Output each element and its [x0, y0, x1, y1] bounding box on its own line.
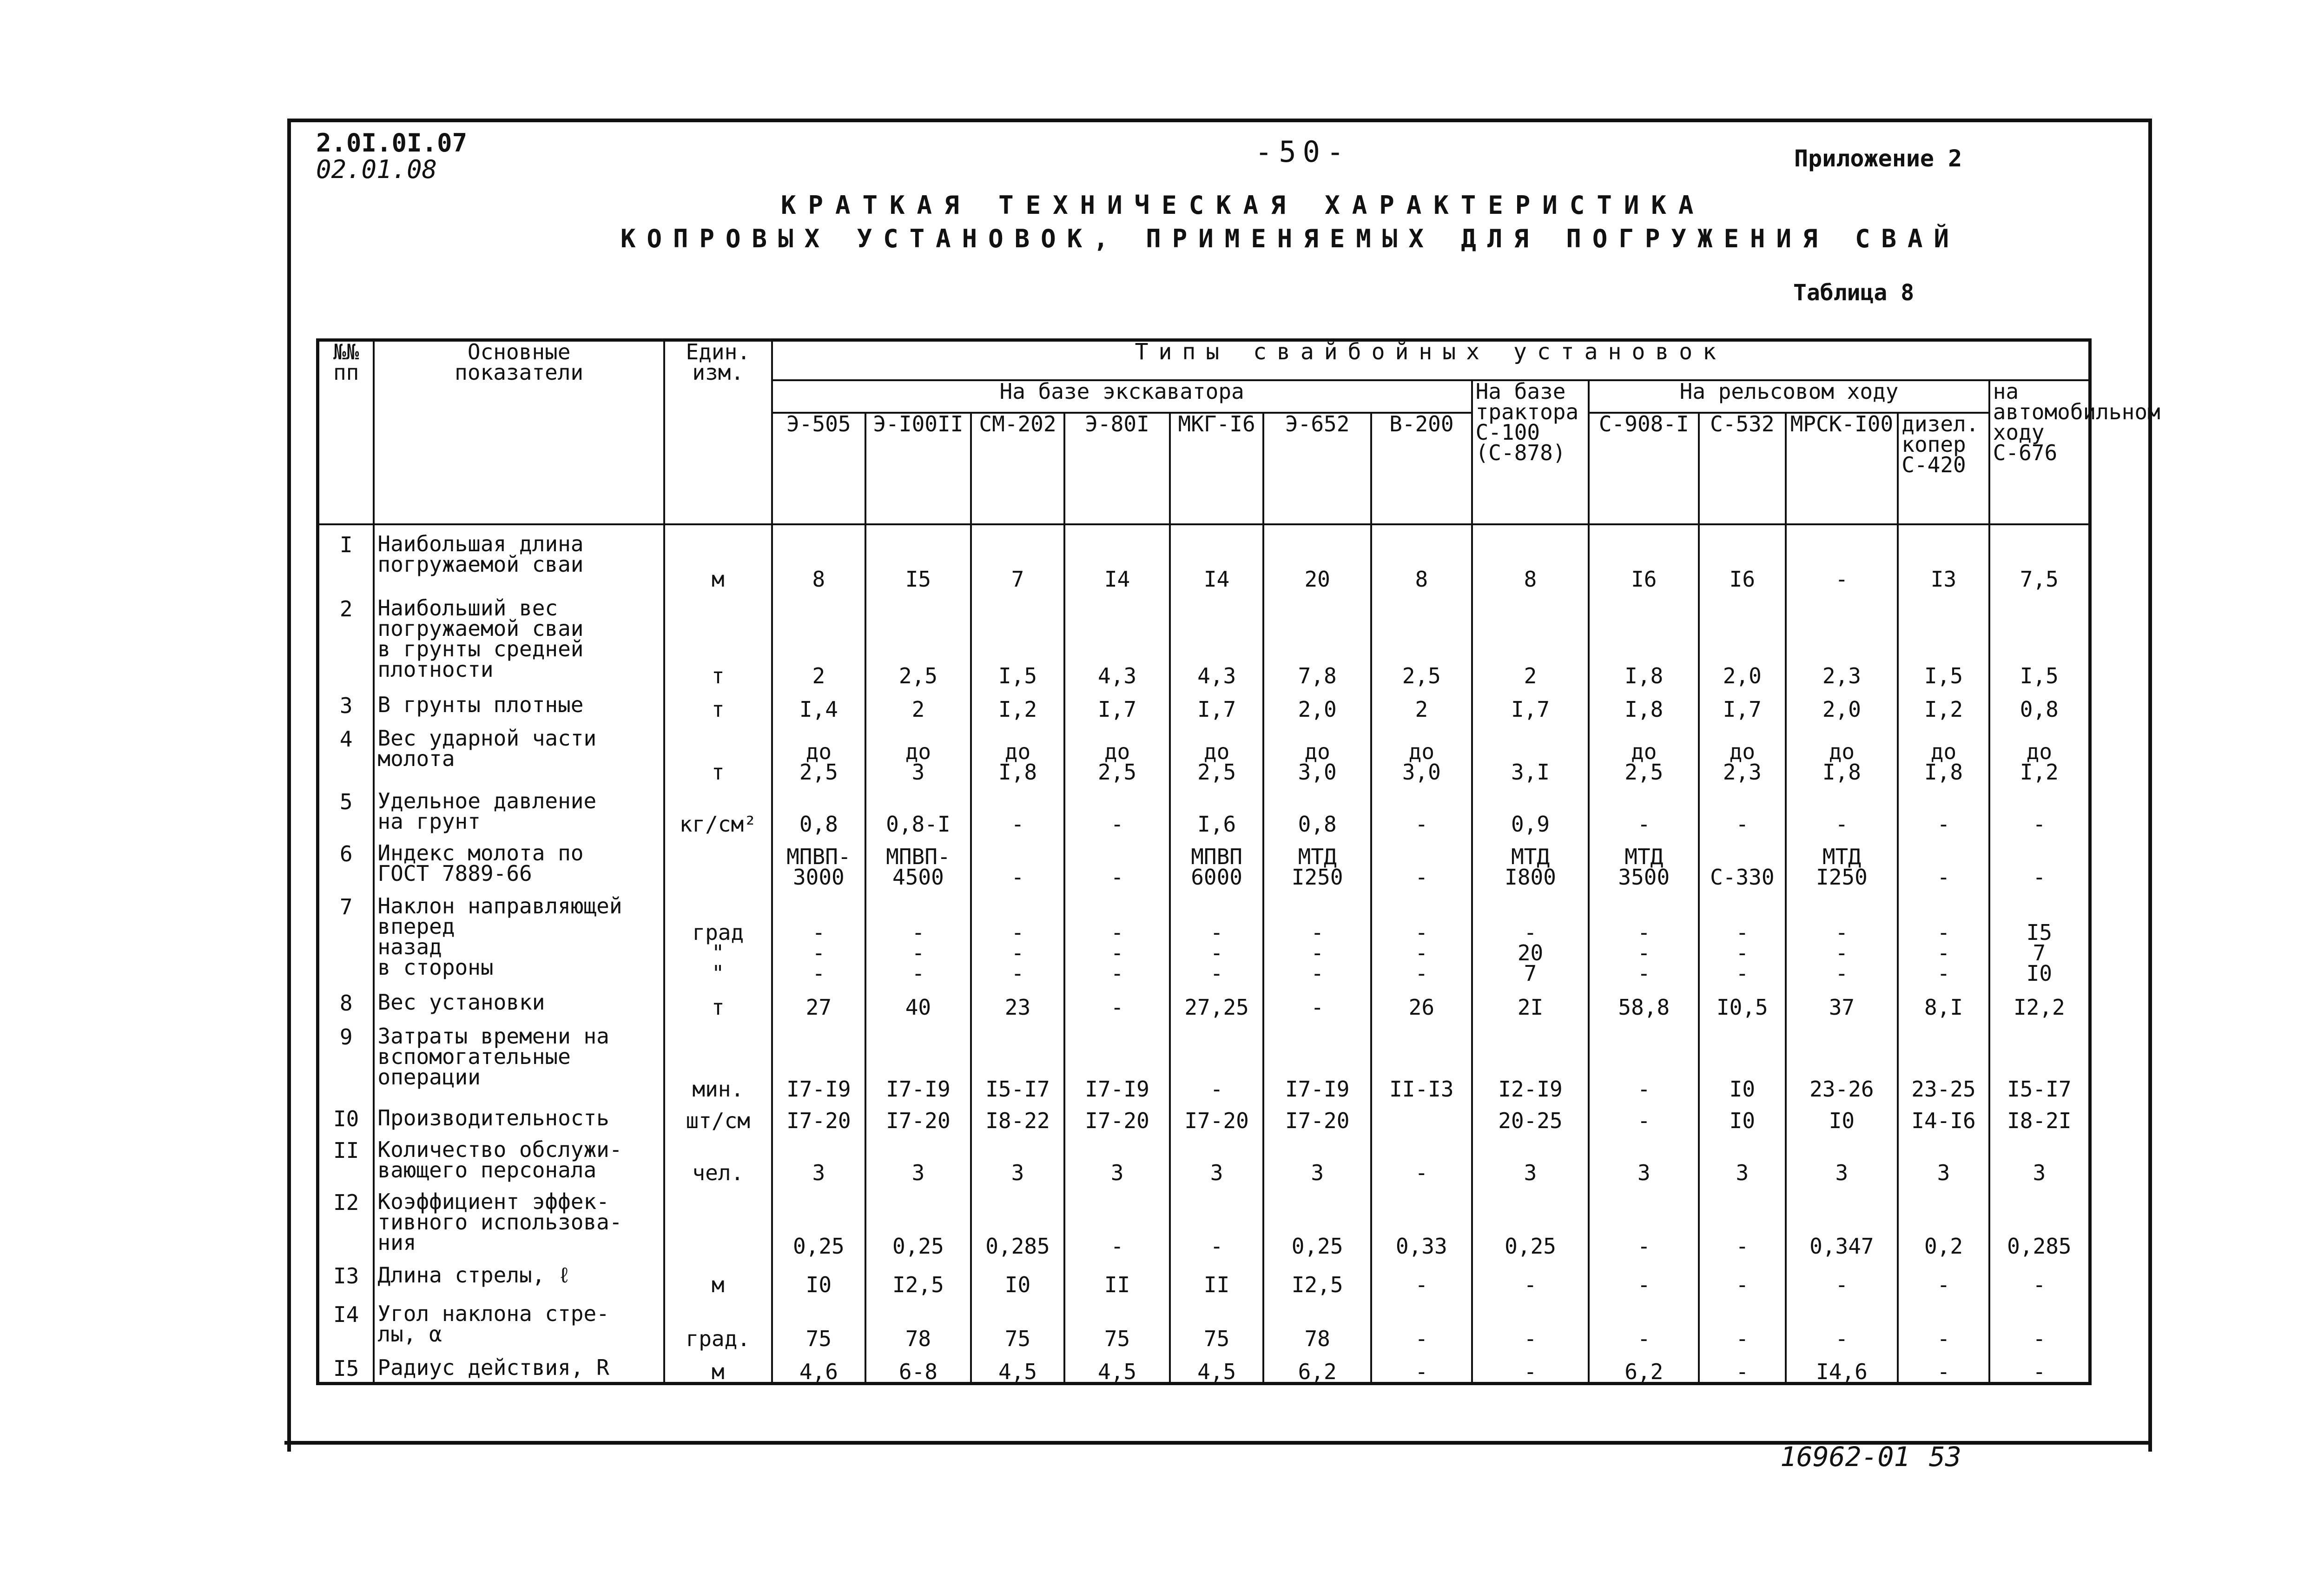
value-cell: до 3,0 [1263, 720, 1371, 782]
value-cell: 58,8 [1589, 984, 1699, 1017]
value-cell: - [1786, 782, 1898, 834]
value-cell: - [1898, 782, 1989, 834]
value-cell: - [1589, 1099, 1699, 1131]
row-number: I [318, 524, 374, 590]
value-cell: 23-26 [1786, 1017, 1898, 1099]
value-cell: 78 [1263, 1295, 1371, 1349]
value-cell: до 2,5 [772, 720, 865, 782]
row-unit: т [664, 984, 772, 1017]
value-cell: I,5 [1989, 589, 2090, 686]
value-cell: - 20 7 [1472, 887, 1589, 984]
value-cell: 75 [1170, 1295, 1263, 1349]
row-number: 4 [318, 720, 374, 782]
row-parameter: Количество обслужи- вающего персонала [374, 1131, 664, 1183]
value-cell: I7-20 [1064, 1099, 1170, 1131]
row-parameter: Длина стрелы, ℓ [374, 1256, 664, 1295]
value-cell: - [1064, 984, 1170, 1017]
value-cell: - [1472, 1256, 1589, 1295]
value-cell: I7-I9 [1064, 1017, 1170, 1099]
value-cell: до 2,5 [1589, 720, 1699, 782]
value-cell: I,5 [971, 589, 1064, 686]
value-cell: до 3 [865, 720, 971, 782]
value-cell: 4,6 [772, 1349, 865, 1384]
row-number: 5 [318, 782, 374, 834]
value-cell: 3 [772, 1131, 865, 1183]
value-cell: - [1371, 782, 1472, 834]
value-cell: МТД I250 [1263, 834, 1371, 887]
row-number: I4 [318, 1295, 374, 1349]
value-cell: I7-20 [1170, 1099, 1263, 1131]
header-types: Типы свайбойных установок [772, 340, 2090, 380]
table-row [318, 887, 2090, 984]
value-cell: МТД 3500 [1589, 834, 1699, 887]
row-number: 9 [318, 1017, 374, 1099]
value-cell: - - - [1371, 887, 1472, 984]
table-label: Таблица 8 [1793, 280, 1915, 306]
value-cell: 2 [1472, 589, 1589, 686]
row-parameter: Индекс молота по ГОСТ 7889-66 [374, 834, 664, 887]
table-row [318, 1349, 2090, 1384]
footer-code: 16962-01 [1780, 1441, 1910, 1473]
value-cell: I3 [1898, 524, 1989, 590]
value-cell: - [1898, 1256, 1989, 1295]
value-cell: - - - [1898, 887, 1989, 984]
value-cell: - - - [1589, 887, 1699, 984]
value-cell: I7-I9 [772, 1017, 865, 1099]
specifications-table [316, 338, 2160, 1385]
table-row [318, 686, 2090, 720]
document-code-line-2: 02.01.08 [316, 154, 437, 184]
value-cell: 0,25 [1263, 1183, 1371, 1256]
value-cell: - [1699, 1349, 1785, 1384]
value-cell: I,7 [1170, 686, 1263, 720]
value-cell: I0 [1699, 1017, 1785, 1099]
value-cell: - - - [971, 887, 1064, 984]
value-cell: 0,25 [772, 1183, 865, 1256]
value-cell: 26 [1371, 984, 1472, 1017]
value-cell: I5 [865, 524, 971, 590]
value-cell: I2,5 [1263, 1256, 1371, 1295]
value-cell: I2,2 [1989, 984, 2090, 1017]
value-cell: 8 [1371, 524, 1472, 590]
column-header: МКГ-I6 [1170, 413, 1263, 524]
value-cell: 2,0 [1786, 686, 1898, 720]
value-cell: - - - [1786, 887, 1898, 984]
header-unit: Един. изм. [664, 340, 772, 524]
value-cell: - [1699, 1295, 1785, 1349]
value-cell: I8-22 [971, 1099, 1064, 1131]
table-row [318, 1131, 2090, 1183]
value-cell: I4,6 [1786, 1349, 1898, 1384]
appendix-label: Приложение 2 [1794, 145, 1962, 172]
value-cell: до 2,5 [1064, 720, 1170, 782]
value-cell: 3 [1898, 1131, 1989, 1183]
value-cell: МТД I800 [1472, 834, 1589, 887]
value-cell: - - - [772, 887, 865, 984]
value-cell: I5-I7 [1989, 1017, 2090, 1099]
value-cell: I,5 [1898, 589, 1989, 686]
value-cell: 37 [1786, 984, 1898, 1017]
value-cell: 40 [865, 984, 971, 1017]
value-cell: I,7 [1699, 686, 1785, 720]
value-cell: 0,285 [1989, 1183, 2090, 1256]
value-cell: 75 [971, 1295, 1064, 1349]
value-cell: I0,5 [1699, 984, 1785, 1017]
value-cell: I7-20 [865, 1099, 971, 1131]
value-cell: 20-25 [1472, 1099, 1589, 1131]
header-group-tractor: На базе трактора С-100 (С-878) [1472, 380, 1589, 524]
value-cell: до I,8 [971, 720, 1064, 782]
value-cell: - [1170, 1017, 1263, 1099]
value-cell: 0,285 [971, 1183, 1064, 1256]
table-row [318, 782, 2090, 834]
value-cell: - [1589, 1256, 1699, 1295]
value-cell: - [1371, 1256, 1472, 1295]
value-cell: 3 [1064, 1131, 1170, 1183]
value-cell: МПВП- 3000 [772, 834, 865, 887]
row-parameter: Производительность [374, 1099, 664, 1131]
value-cell: II [1170, 1256, 1263, 1295]
value-cell: 3 [1786, 1131, 1898, 1183]
value-cell: 0,33 [1371, 1183, 1472, 1256]
value-cell: - [1064, 782, 1170, 834]
value-cell: до I,2 [1989, 720, 2090, 782]
row-unit [664, 834, 772, 887]
value-cell: 23 [971, 984, 1064, 1017]
value-cell: 8,I [1898, 984, 1989, 1017]
value-cell: I4-I6 [1898, 1099, 1989, 1131]
value-cell: 8 [1472, 524, 1589, 590]
value-cell: - [1989, 834, 2090, 887]
title-line-1: КРАТКАЯ ТЕХНИЧЕСКАЯ ХАРАКТЕРИСТИКА [781, 191, 1706, 220]
value-cell: 0,25 [865, 1183, 971, 1256]
value-cell: - [1263, 984, 1371, 1017]
row-parameter: Коэффициент эффек- тивного использова- ния [374, 1183, 664, 1256]
value-cell: II [1064, 1256, 1170, 1295]
row-number: I5 [318, 1349, 374, 1384]
value-cell: 0,8 [1263, 782, 1371, 834]
row-number: I3 [318, 1256, 374, 1295]
value-cell: - [1699, 782, 1785, 834]
row-unit: мин. [664, 1017, 772, 1099]
row-parameter: Наибольшая длина погружаемой сваи [374, 524, 664, 590]
value-cell: I5-I7 [971, 1017, 1064, 1099]
value-cell: - - - [1699, 887, 1785, 984]
value-cell: 4,3 [1170, 589, 1263, 686]
title-line-2: КОПРОВЫХ УСТАНОВОК, ПРИМЕНЯЕМЫХ ДЛЯ ПОГРУЖЕНИЯ СВАЙ [621, 224, 1961, 253]
row-unit: чел. [664, 1131, 772, 1183]
row-unit: шт/см [664, 1099, 772, 1131]
table-row [318, 720, 2090, 782]
column-header: СМ-202 [971, 413, 1064, 524]
value-cell: - [1589, 1295, 1699, 1349]
header-group-auto: на автомобильном ходу С-676 [1989, 380, 2090, 524]
value-cell: - [1064, 834, 1170, 887]
value-cell: 0,8 [772, 782, 865, 834]
header-group-excavator: На базе экскаватора [772, 380, 1472, 413]
value-cell: I7-I9 [1263, 1017, 1371, 1099]
value-cell: 6,2 [1589, 1349, 1699, 1384]
row-number: I2 [318, 1183, 374, 1256]
value-cell: - [1989, 1256, 2090, 1295]
value-cell: I0 [971, 1256, 1064, 1295]
value-cell: до I,8 [1786, 720, 1898, 782]
value-cell: I,2 [1898, 686, 1989, 720]
row-parameter: Наибольший вес погружаемой сваи в грунты средней плотности [374, 589, 664, 686]
value-cell: - - - [1170, 887, 1263, 984]
value-cell: 3 [1699, 1131, 1785, 1183]
document-code-line-1: 2.0I.0I.07 [316, 128, 468, 158]
row-unit: м [664, 1256, 772, 1295]
value-cell: 0,8 [1989, 686, 2090, 720]
table-row [318, 834, 2090, 887]
row-unit: кг/см² [664, 782, 772, 834]
row-unit: м [664, 524, 772, 590]
value-cell: I5 7 I0 [1989, 887, 2090, 984]
table-row [318, 1295, 2090, 1349]
value-cell: - [1589, 1017, 1699, 1099]
value-cell: I,8 [1589, 589, 1699, 686]
value-cell: 27 [772, 984, 865, 1017]
value-cell: 6-8 [865, 1349, 971, 1384]
value-cell: I,7 [1472, 686, 1589, 720]
value-cell: - [1786, 1256, 1898, 1295]
table-row [318, 984, 2090, 1017]
table-row [318, 1099, 2090, 1131]
row-unit: град. [664, 1295, 772, 1349]
value-cell: до 2,5 [1170, 720, 1263, 782]
column-header: В-200 [1371, 413, 1472, 524]
footer-page-number: 53 [1929, 1441, 1961, 1473]
value-cell: - [971, 782, 1064, 834]
value-cell: 7,8 [1263, 589, 1371, 686]
value-cell: до 2,3 [1699, 720, 1785, 782]
row-parameter: Затраты времени на вспомогательные операции [374, 1017, 664, 1099]
value-cell: - [1786, 524, 1898, 590]
value-cell: 2 [865, 686, 971, 720]
page-number: -50- [1255, 135, 1351, 169]
value-cell: - [1472, 1295, 1589, 1349]
value-cell: 27,25 [1170, 984, 1263, 1017]
value-cell: I7-I9 [865, 1017, 971, 1099]
row-parameter: Удельное давление на грунт [374, 782, 664, 834]
column-header: Э-80I [1064, 413, 1170, 524]
row-parameter: Вес установки [374, 984, 664, 1017]
value-cell: 6,2 [1263, 1349, 1371, 1384]
value-cell: - [1989, 782, 2090, 834]
value-cell: 0,25 [1472, 1183, 1589, 1256]
table-header [318, 339, 2160, 524]
row-number: 6 [318, 834, 374, 887]
value-cell: 3 [1170, 1131, 1263, 1183]
row-unit: т [664, 589, 772, 686]
value-cell: 4,5 [1064, 1349, 1170, 1384]
row-unit: град " " [664, 887, 772, 984]
value-cell: 2,5 [1371, 589, 1472, 686]
value-cell: 2,3 [1786, 589, 1898, 686]
value-cell: I2-I9 [1472, 1017, 1589, 1099]
value-cell: 4,5 [971, 1349, 1064, 1384]
table-body [318, 524, 2090, 1384]
value-cell: I6 [1589, 524, 1699, 590]
value-cell: 2I [1472, 984, 1589, 1017]
value-cell: I4 [1170, 524, 1263, 590]
value-cell: 4,5 [1170, 1349, 1263, 1384]
value-cell: 3 [1989, 1131, 2090, 1183]
value-cell: 20 [1263, 524, 1371, 590]
value-cell: 2,0 [1263, 686, 1371, 720]
row-unit: т [664, 720, 772, 782]
value-cell: 75 [772, 1295, 865, 1349]
value-cell: - [1989, 1349, 2090, 1384]
value-cell: МПВП 6000 [1170, 834, 1263, 887]
value-cell: - [1898, 1349, 1989, 1384]
value-cell: - [1472, 1349, 1589, 1384]
column-header: Э-I00II [865, 413, 971, 524]
value-cell: 0,347 [1786, 1183, 1898, 1256]
value-cell: 4,3 [1064, 589, 1170, 686]
value-cell: I,4 [772, 686, 865, 720]
value-cell: I8-2I [1989, 1099, 2090, 1131]
value-cell: - [1371, 1295, 1472, 1349]
value-cell: I7-20 [772, 1099, 865, 1131]
row-number: I0 [318, 1099, 374, 1131]
value-cell: - [1371, 1131, 1472, 1183]
value-cell: 3 [865, 1131, 971, 1183]
value-cell: 75 [1064, 1295, 1170, 1349]
row-unit [664, 1183, 772, 1256]
value-cell: - [1898, 834, 1989, 887]
table-row [318, 524, 2090, 590]
value-cell: - - - [1263, 887, 1371, 984]
header-group-rail: На рельсовом ходу [1589, 380, 1989, 413]
value-cell: 3,I [1472, 720, 1589, 782]
value-cell: - [1699, 1183, 1785, 1256]
value-cell: - [1170, 1183, 1263, 1256]
value-cell: I4 [1064, 524, 1170, 590]
row-parameter: В грунты плотные [374, 686, 664, 720]
value-cell: I0 [772, 1256, 865, 1295]
value-cell: 78 [865, 1295, 971, 1349]
header-num: №№ пп [318, 340, 374, 524]
value-cell: - - - [865, 887, 971, 984]
value-cell: 2,5 [865, 589, 971, 686]
value-cell: I7-20 [1263, 1099, 1371, 1131]
value-cell: - [1589, 1183, 1699, 1256]
value-cell: - [1589, 782, 1699, 834]
value-cell: - [1989, 1295, 2090, 1349]
row-parameter: Вес ударной части молота [374, 720, 664, 782]
value-cell: - [1371, 1349, 1472, 1384]
column-header: С-908-I [1589, 413, 1699, 524]
table-row [318, 1183, 2090, 1256]
document-code [316, 130, 467, 183]
row-parameter: Угол наклона стре- лы, α [374, 1295, 664, 1349]
value-cell: 0,9 [1472, 782, 1589, 834]
value-cell: 0,2 [1898, 1183, 1989, 1256]
value-cell: - [1898, 1295, 1989, 1349]
value-cell: 3 [971, 1131, 1064, 1183]
value-cell: I,7 [1064, 686, 1170, 720]
column-header: дизел. копер С-420 [1898, 413, 1989, 524]
row-number: 2 [318, 589, 374, 686]
value-cell: 23-25 [1898, 1017, 1989, 1099]
value-cell [1371, 1099, 1472, 1131]
column-header: Э-505 [772, 413, 865, 524]
row-number: 3 [318, 686, 374, 720]
value-cell: II-I3 [1371, 1017, 1472, 1099]
value-cell: 3 [1589, 1131, 1699, 1183]
value-cell: С-330 [1699, 834, 1785, 887]
value-cell: 2 [772, 589, 865, 686]
value-cell: I,6 [1170, 782, 1263, 834]
value-cell: I0 [1699, 1099, 1785, 1131]
value-cell: 2,0 [1699, 589, 1785, 686]
value-cell: 2 [1371, 686, 1472, 720]
value-cell: - [1371, 834, 1472, 887]
row-number: 8 [318, 984, 374, 1017]
column-header: С-532 [1699, 413, 1785, 524]
value-cell: - [1786, 1295, 1898, 1349]
row-parameter: Радиус действия, R [374, 1349, 664, 1384]
value-cell: I2,5 [865, 1256, 971, 1295]
value-cell: - [1699, 1256, 1785, 1295]
value-cell: 8 [772, 524, 865, 590]
value-cell: - [971, 834, 1064, 887]
value-cell: - [1064, 1183, 1170, 1256]
value-cell: I6 [1699, 524, 1785, 590]
value-cell: 3 [1472, 1131, 1589, 1183]
header-param: Основные показатели [374, 340, 664, 524]
value-cell: МПВП- 4500 [865, 834, 971, 887]
row-unit: т [664, 686, 772, 720]
value-cell: I,2 [971, 686, 1064, 720]
column-header: МРСК-I00 [1786, 413, 1898, 524]
table-row [318, 1017, 2090, 1099]
value-cell: 7 [971, 524, 1064, 590]
value-cell: до 3,0 [1371, 720, 1472, 782]
value-cell: до I,8 [1898, 720, 1989, 782]
row-unit: м [664, 1349, 772, 1384]
table-row [318, 1256, 2090, 1295]
row-number: II [318, 1131, 374, 1183]
table-row [318, 589, 2090, 686]
column-header: Э-652 [1263, 413, 1371, 524]
value-cell: 3 [1263, 1131, 1371, 1183]
value-cell: - - - [1064, 887, 1170, 984]
row-number: 7 [318, 887, 374, 984]
value-cell: I0 [1786, 1099, 1898, 1131]
value-cell: МТД I250 [1786, 834, 1898, 887]
row-parameter: Наклон направляющей вперед назад в стороны [374, 887, 664, 984]
value-cell: 7,5 [1989, 524, 2090, 590]
value-cell: 0,8-I [865, 782, 971, 834]
value-cell: I,8 [1589, 686, 1699, 720]
